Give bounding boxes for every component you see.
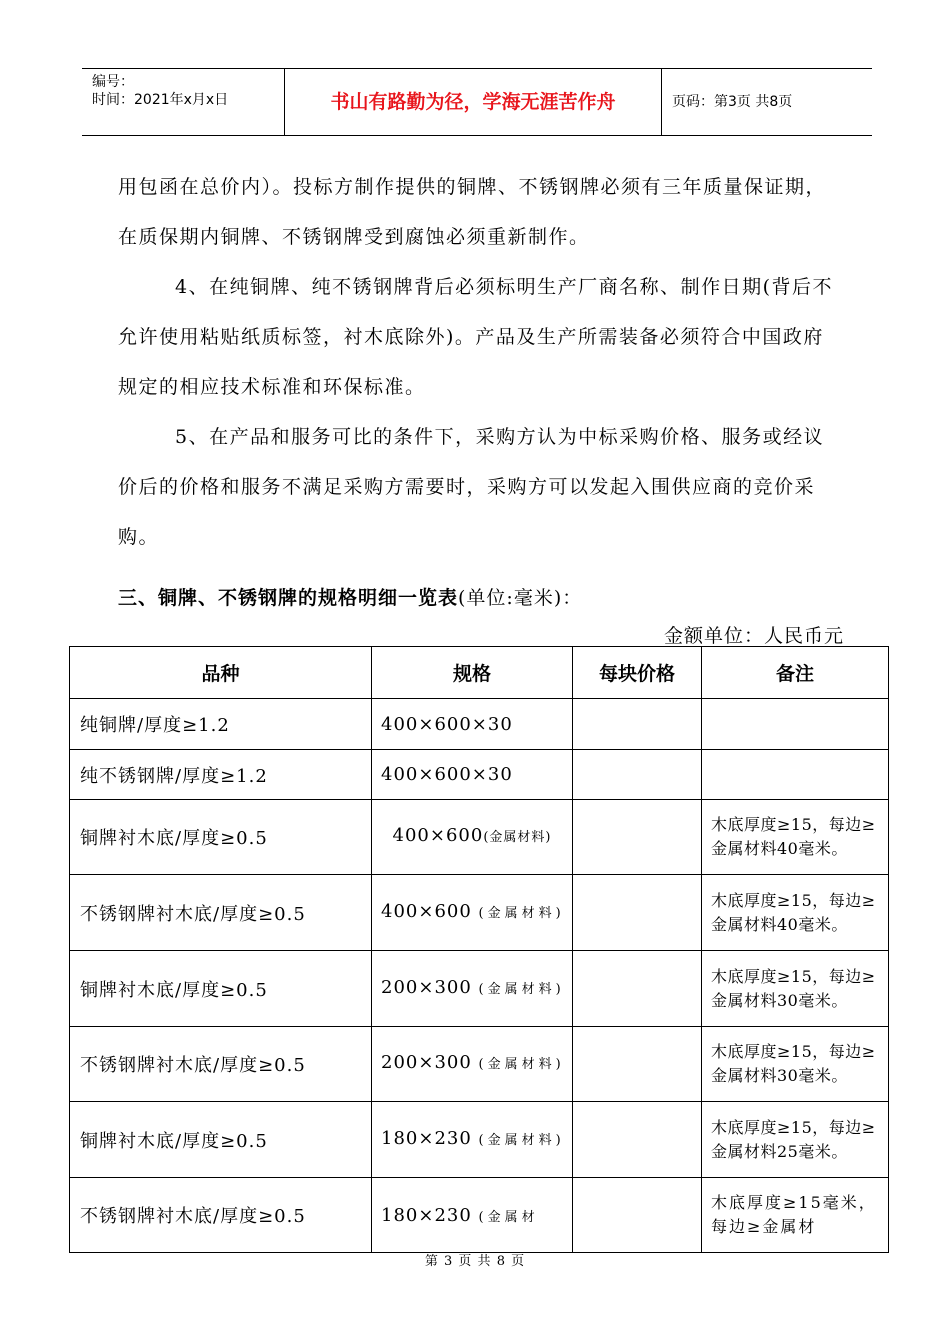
cell-variety: 纯不锈钢牌/厚度≥1.2 — [70, 750, 372, 800]
cell-remark: 木底厚度≥15，每边≥金属材料25毫米。 — [702, 1102, 889, 1178]
spec-size: 400×600×30 — [381, 764, 513, 785]
money-unit: 金额单位：人民币元 — [664, 625, 845, 647]
header-motto: 书山有路勤为径，学海无涯苦作舟 — [330, 91, 616, 113]
cell-spec — [372, 699, 573, 750]
cell-remark — [702, 750, 889, 800]
header-meta — [92, 73, 228, 109]
cell-spec — [372, 1102, 573, 1178]
cell-price — [573, 875, 702, 951]
spec-size: 180×230 — [381, 1204, 472, 1226]
cell-spec — [372, 800, 573, 875]
table-row — [70, 1178, 889, 1253]
cell-price — [573, 951, 702, 1027]
cell-remark: 木底厚度≥15，每边≥金属材料30毫米。 — [702, 1027, 889, 1102]
spec-size: 180×230 — [381, 1127, 472, 1149]
cell-remark: 木底厚度≥15，每边≥金属材料40毫米。 — [702, 800, 889, 875]
header-time: 时间：2021年x月x日 — [92, 92, 229, 108]
cell-remark: 木底厚度≥15，每边≥金属材料30毫米。 — [702, 951, 889, 1027]
cell-spec — [372, 875, 573, 951]
spec-note: (金属材料) — [478, 905, 565, 921]
spec-table — [69, 646, 889, 1253]
table-row — [70, 951, 889, 1027]
paragraph-1: 用包函在总价内）。投标方制作提供的铜牌、不锈钢牌必须有三年质量保证期，在质保期内铜牌、不锈钢牌受到腐蚀必须重新制作。 — [118, 176, 827, 248]
cell-remark: 木底厚度≥15毫米，每边≥金属材 — [702, 1178, 889, 1253]
cell-price — [573, 800, 702, 875]
cell-variety: 不锈钢牌衬木底/厚度≥0.5 — [70, 1027, 372, 1102]
spec-note: (金属材 — [478, 1209, 539, 1225]
cell-variety: 铜牌衬木底/厚度≥0.5 — [70, 1102, 372, 1178]
table-row — [70, 800, 889, 875]
cell-spec — [372, 1178, 573, 1253]
spec-note: (金属材料) — [478, 1132, 565, 1148]
header-variety: 品种 — [70, 647, 372, 699]
spec-size: 200×300 — [381, 976, 472, 998]
cell-variety: 不锈钢牌衬木底/厚度≥0.5 — [70, 1178, 372, 1253]
paragraph-3: 5、在产品和服务可比的条件下，采购方认为中标采购价格、服务或经议价后的价格和服务不满足采购方需要时，采购方可以发起入围供应商的竞价采购。 — [118, 426, 825, 548]
page-header — [82, 68, 872, 136]
paragraph-2: 4、在纯铜牌、纯不锈钢牌背后必须标明生产厂商名称、制作日期(背后不允许使用粘贴纸质标签，衬木底除外)。产品及生产所需装备必须符合中国政府规定的相应技术标准和环保标准。 — [118, 276, 834, 398]
body-text — [118, 162, 838, 562]
spec-size: 400×600 — [392, 825, 484, 846]
table-row — [70, 750, 889, 800]
table-row — [70, 875, 889, 951]
header-spec: 规格 — [372, 647, 573, 699]
page-footer: 第 3 页 共 8 页 — [424, 1254, 526, 1269]
header-divider — [661, 69, 662, 135]
cell-variety: 纯铜牌/厚度≥1.2 — [70, 699, 372, 750]
section-heading — [118, 583, 582, 610]
spec-size: 400×600×30 — [381, 713, 513, 735]
spec-size: 400×600 — [381, 900, 472, 922]
section-title: 三、铜牌、不锈钢牌的规格明细一览表 — [118, 587, 459, 609]
cell-remark — [702, 699, 889, 750]
cell-spec — [372, 1027, 573, 1102]
spec-size: 200×300 — [381, 1052, 472, 1073]
header-page-number: 页码：第3页 共8页 — [672, 94, 793, 110]
cell-variety: 不锈钢牌衬木底/厚度≥0.5 — [70, 875, 372, 951]
spec-note: (金属材料) — [478, 1057, 565, 1072]
table-header-row — [70, 647, 889, 699]
cell-spec — [372, 951, 573, 1027]
cell-price — [573, 1102, 702, 1178]
cell-remark: 木底厚度≥15，每边≥金属材料40毫米。 — [702, 875, 889, 951]
cell-spec — [372, 750, 573, 800]
cell-variety: 铜牌衬木底/厚度≥0.5 — [70, 951, 372, 1027]
table-row — [70, 1027, 889, 1102]
section-unit: (单位:毫米)： — [458, 587, 583, 609]
spec-note: (金属材料) — [478, 981, 565, 997]
cell-price — [573, 750, 702, 800]
header-remark: 备注 — [702, 647, 889, 699]
spec-note: (金属材料) — [483, 830, 552, 845]
cell-price — [573, 1027, 702, 1102]
table-row — [70, 1102, 889, 1178]
cell-variety: 铜牌衬木底/厚度≥0.5 — [70, 800, 372, 875]
header-number: 编号： — [92, 74, 134, 90]
cell-price — [573, 699, 702, 750]
header-price: 每块价格 — [573, 647, 702, 699]
table-row — [70, 699, 889, 750]
cell-price — [573, 1178, 702, 1253]
